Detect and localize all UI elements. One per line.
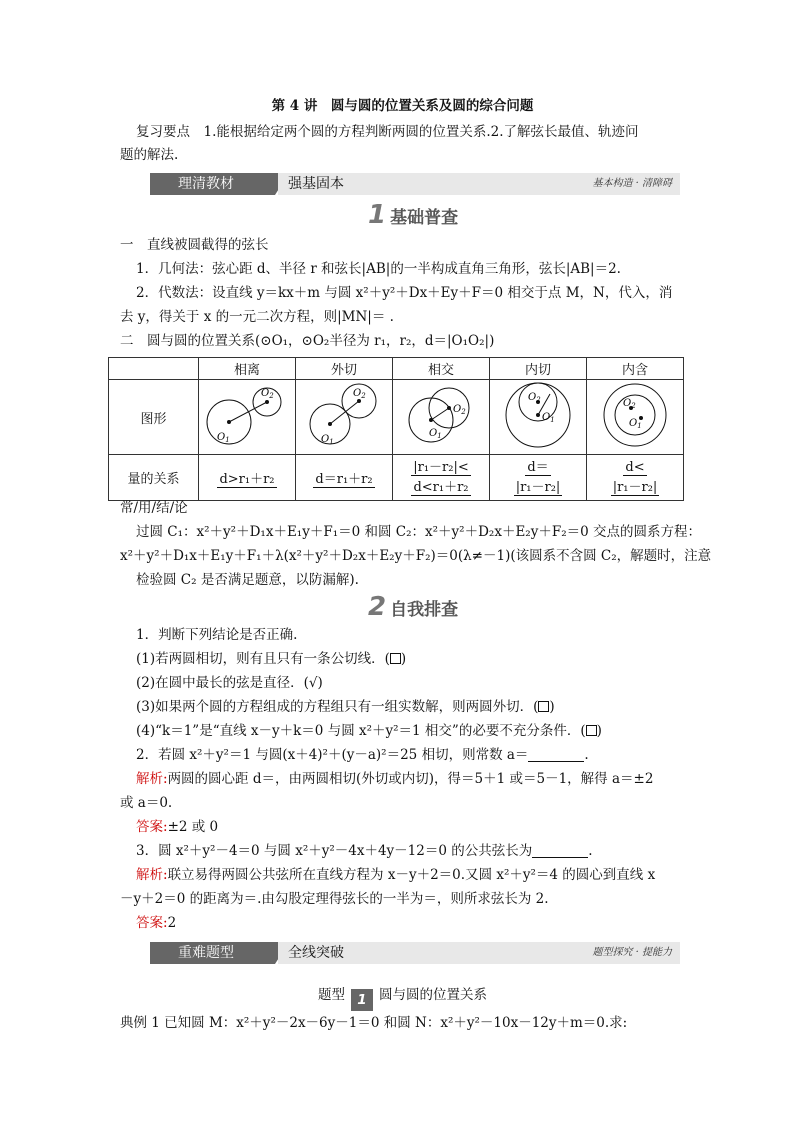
fig-external <box>296 380 393 455</box>
th-intersect: 相交 <box>393 358 490 380</box>
q3-solution-2: －y＋2＝0 的距离为＝.由勾股定理得弦长的一半为＝，则所求弦长为 2. <box>120 891 549 907</box>
banner-1-left: 理清教材 <box>150 173 275 195</box>
svg-text:O1: $O_1$ <box>321 434 334 446</box>
review-line-2: 题的解法. <box>120 147 179 163</box>
q2-answer: 答案:±2 或 0 <box>136 819 219 835</box>
svg-text:O2: $O_2$ <box>623 398 636 410</box>
q3-solution-1: 解析:联立易得两圆公共弦所在直线方程为 x－y＋2＝0.又圆 x²＋y²＝4 的圆心到直线 x <box>136 867 656 883</box>
sec1-geo: 1．几何法：弦心距 d、半径 r 和弦长|AB|的一半构成直角三角形，弦长|AB|＝2. <box>136 261 621 277</box>
banner-1-middle: 强基固本 <box>278 173 680 195</box>
q1c: (3)如果两个圆的方程组成的方程组只有一组实数解，则两圆外切．( ) <box>136 699 555 715</box>
rel-separate: d>r₁＋r₂ <box>199 455 296 501</box>
rel-contain: d< |r₁－r₂| <box>587 455 684 501</box>
fig-intersect <box>393 380 490 455</box>
section-banner-2 <box>150 942 680 964</box>
svg-text:O2: $O_2$ <box>453 404 466 416</box>
rel-intersect: |r₁－r₂|< d<r₁＋r₂ <box>393 455 490 501</box>
sec1-alg-1: 2．代数法：设直线 y＝kx＋m 与圆 x²＋y²＋Dx＋Ey＋F＝0 相交于点 M，N，代入，消 <box>136 285 673 301</box>
th-separate: 相离 <box>199 358 296 380</box>
section-banner-1 <box>150 173 680 195</box>
svg-text:O2: $O_2$ <box>528 392 541 404</box>
sec2-heading: 二 圆与圆的位置关系(⊙O₁，⊙O₂半径为 r₁，r₂，d＝|O₁O₂|) <box>120 333 495 349</box>
th-external: 外切 <box>296 358 393 380</box>
svg-text:O1: $O_1$ <box>629 418 642 430</box>
common-heading: 常/用/结/论 <box>120 500 188 516</box>
review-line-1: 复习要点 1.能根据给定两个圆的方程判断两圆的位置关系.2.了解弦长最值、轨迹问 <box>136 124 639 140</box>
q2-solution-2: 或 a＝0. <box>120 795 173 811</box>
th-contain: 内含 <box>587 358 684 380</box>
common-line-1: 过圆 C₁：x²＋y²＋D₁x＋E₁y＋F₁＝0 和圆 C₂：x²＋y²＋D₂x＋E₂y＋F₂＝0 交点的圆系方程： <box>136 524 701 540</box>
q1a: (1)若两圆相切，则有且只有一条公切线．( ) <box>136 651 407 667</box>
th-internal: 内切 <box>490 358 587 380</box>
svg-text:O1: $O_1$ <box>217 432 230 444</box>
row-relation-label: 量的关系 <box>109 455 199 501</box>
row-figure-label: 图形 <box>109 380 199 455</box>
fig-internal <box>490 380 587 455</box>
q1: 1．判断下列结论是否正确. <box>136 627 298 643</box>
svg-text:O2: $O_2$ <box>353 388 366 400</box>
q1d: (4)“k＝1”是“直线 x－y＋k＝0 与圆 x²＋y²＝1 相交”的必要不充分条件．( ) <box>136 723 602 739</box>
badge-1: 1 基础普查 <box>368 200 459 230</box>
common-line-2: x²＋y²＋D₁x＋E₁y＋F₁＋λ(x²＋y²＋D₂x＋E₂y＋F₂)＝0(λ≠－1)(该圆系不含圆 C₂，解题时，注意 <box>120 548 712 564</box>
q2-solution-1: 解析:两圆的圆心距 d＝，由两圆相切(外切或内切)，得＝5＋1 或＝5－1，解得 a＝±2 <box>136 771 654 787</box>
sec1-heading: 一 直线被圆截得的弦长 <box>120 237 269 253</box>
relation-table <box>108 357 684 501</box>
q2: 2．若圆 x²＋y²＝1 与圆(x＋4)²＋(y－a)²＝25 相切，则常数 a＝ . <box>136 747 589 763</box>
fig-separate <box>199 380 296 455</box>
banner-2-middle: 全线突破 <box>278 942 680 964</box>
page-title: 第 4 讲 圆与圆的位置关系及圆的综合问题 <box>271 98 534 114</box>
example-1: 典例 1 已知圆 M：x²＋y²－2x－6y－1＝0 和圆 N：x²＋y²－10x－12y＋m＝0.求: <box>120 1015 628 1031</box>
q3: 3．圆 x²＋y²－4＝0 与圆 x²＋y²－4x＋4y－12＝0 的公共弦长为 . <box>136 843 593 859</box>
fig-contain <box>587 380 684 455</box>
svg-text:O1: $O_1$ <box>429 428 442 440</box>
sec1-alg-2: 去 y，得关于 x 的一元二次方程，则|MN|＝ . <box>120 309 394 325</box>
rel-internal: d＝ |r₁－r₂| <box>490 455 587 501</box>
rel-external: d＝r₁＋r₂ <box>296 455 393 501</box>
badge-2: 2 自我排查 <box>368 592 459 622</box>
common-line-3: 检验圆 C₂ 是否满足题意，以防漏解). <box>136 572 359 588</box>
banner-2-right: 题型探究 · 提能力 <box>592 947 672 958</box>
svg-text:O1: $O_1$ <box>542 412 555 424</box>
type-heading: 题型 1 圆与圆的位置关系 <box>120 985 685 1011</box>
banner-1-right: 基本构造 · 清障碍 <box>592 178 672 189</box>
q3-answer: 答案:2 <box>136 915 177 931</box>
q1b: (2)在圆中最长的弦是直径．(√) <box>136 675 323 691</box>
banner-2-left: 重难题型 <box>150 942 275 964</box>
svg-text:O2: $O_2$ <box>261 388 274 400</box>
